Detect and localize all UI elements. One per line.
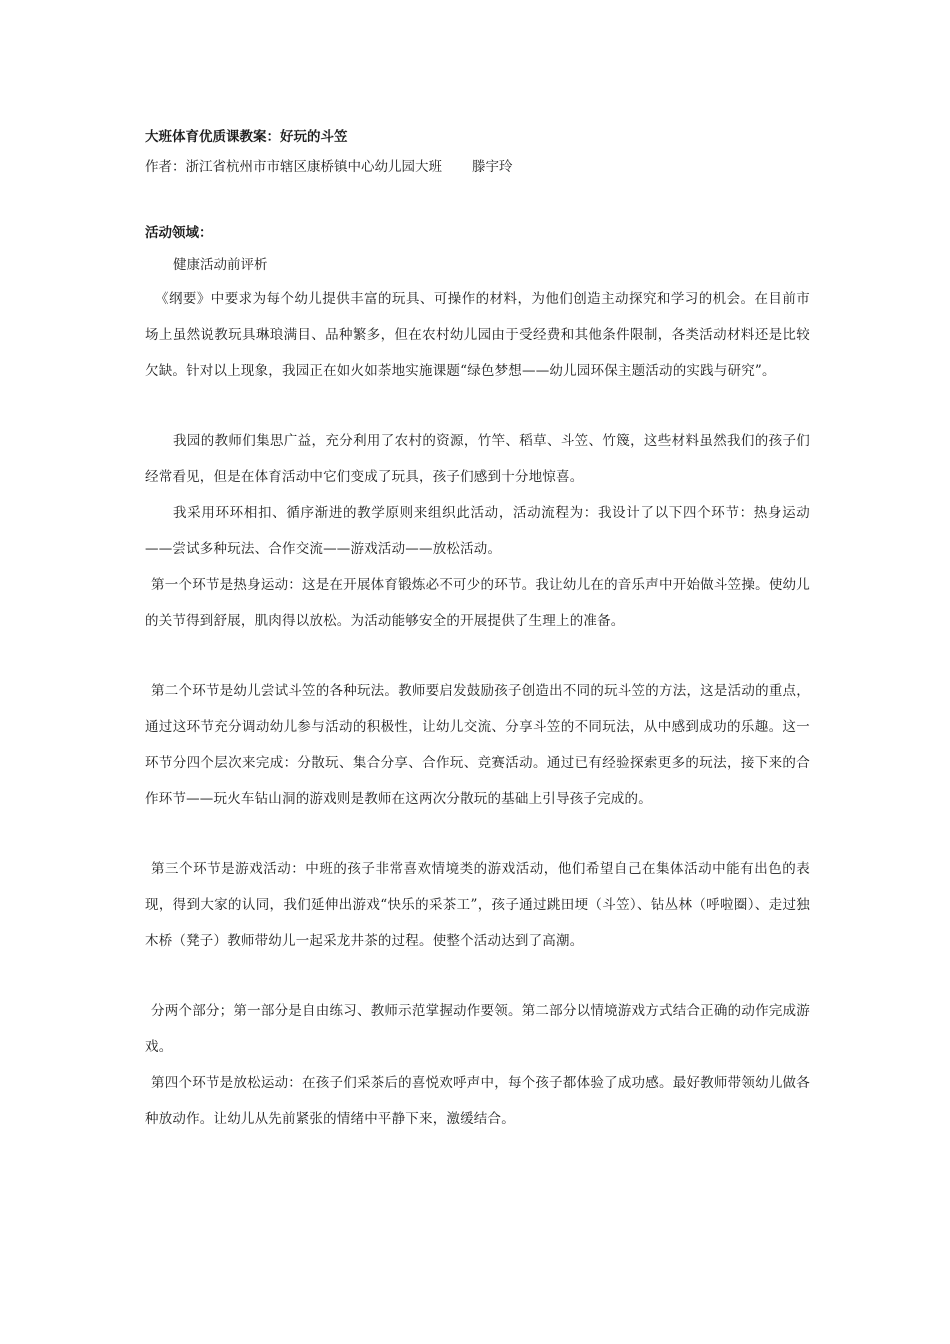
paragraph-7: 分两个部分；第一部分是自由练习、教师示范掌握动作要领。第二部分以情境游戏方式结合正确的动作完成游戏。 — [145, 1003, 810, 1055]
paragraph-3: 我采用环环相扣、循序渐进的教学原则来组织此活动，活动流程为：我设计了以下四个环节：热身运动——尝试多种玩法、合作交流——游戏活动——放松活动。 — [145, 505, 810, 557]
author-affiliation: 作者：浙江省杭州市市辖区康桥镇中心幼儿园大班 — [145, 159, 442, 175]
document-body — [145, 127, 810, 1137]
subheading: 健康活动前评析 — [173, 257, 268, 273]
section-heading: 活动领域： — [145, 225, 213, 241]
paragraph-1: 《纲要》中要求为每个幼儿提供丰富的玩具、可操作的材料，为他们创造主动探究和学习的机会。在目前市场上虽然说教玩具琳琅满目、品种繁多，但在农村幼儿园由于受经费和其他条件限制，各类活动材料还是比较欠缺。针对以上现象，我园正在如火如荼地实施课题“绿色梦想——幼儿园环保主题活动的实践与研究”。 — [145, 291, 810, 379]
author-line — [145, 157, 810, 177]
paragraph-8: 第四个环节是放松运动：在孩子们采茶后的喜悦欢呼声中，每个孩子都体验了成功感。最好教师带领幼儿做各种放动作。让幼儿从先前紧张的情绪中平静下来，激缓结合。 — [145, 1075, 810, 1127]
author-name: 滕宇玲 — [472, 159, 513, 175]
paragraph-5: 第二个环节是幼儿尝试斗笠的各种玩法。教师要启发鼓励孩子创造出不同的玩斗笠的方法，这是活动的重点，通过这环节充分调动幼儿参与活动的积极性，让幼儿交流、分享斗笠的不同玩法，从中感到成功的乐趣。这一环节分四个层次来完成：分散玩、集合分享、合作玩、竞赛活动。通过已有经验探索更多的玩法，接下来的合作环节——玩火车钻山洞的游戏则是教师在这两次分散玩的基础上引导孩子完成的。 — [145, 683, 810, 807]
paragraph-4: 第一个环节是热身运动：这是在开展体育锻炼必不可少的环节。我让幼儿在的音乐声中开始做斗笠操。使幼儿的关节得到舒展，肌肉得以放松。为活动能够安全的开展提供了生理上的准备。 — [145, 577, 810, 629]
paragraph-6: 第三个环节是游戏活动：中班的孩子非常喜欢情境类的游戏活动，他们希望自己在集体活动中能有出色的表现，得到大家的认同，我们延伸出游戏“快乐的采茶工”，孩子通过跳田埂（斗笠）、钻丛林（呼啦圈）、走过独木桥（凳子）教师带幼儿一起采龙井茶的过程。使整个活动达到了高潮。 — [145, 861, 810, 949]
document-title: 大班体育优质课教案：好玩的斗笠 — [145, 129, 348, 145]
paragraph-2: 我园的教师们集思广益，充分利用了农村的资源，竹竿、稻草、斗笠、竹篾，这些材料虽然我们的孩子们经常看见，但是在体育活动中它们变成了玩具，孩子们感到十分地惊喜。 — [145, 433, 810, 485]
